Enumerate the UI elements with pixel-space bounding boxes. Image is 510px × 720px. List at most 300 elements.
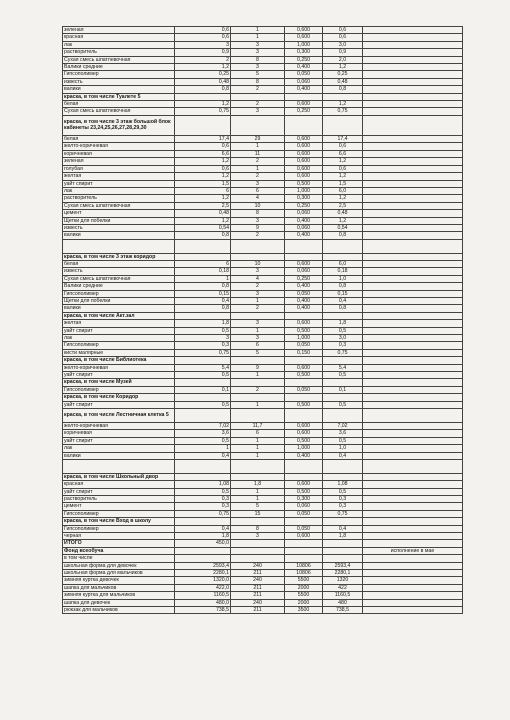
total-cell: 1,2 bbox=[323, 158, 363, 165]
amount-cell: 0,6 bbox=[175, 27, 231, 34]
total-cell: 0,6 bbox=[323, 165, 363, 172]
price-cell: 0,400 bbox=[285, 297, 323, 304]
quantity-cell: 8 bbox=[231, 210, 285, 217]
total-cell: 0,3 bbox=[323, 503, 363, 510]
price-cell: 0,600 bbox=[285, 532, 323, 539]
note-cell bbox=[363, 115, 463, 135]
total-cell: 738,5 bbox=[323, 607, 363, 614]
note-cell bbox=[363, 49, 463, 56]
item-name-cell: красная bbox=[63, 34, 175, 41]
quantity-cell: 3 bbox=[231, 41, 285, 48]
item-name-cell: Валики средние bbox=[63, 64, 175, 71]
quantity-cell: 2 bbox=[231, 232, 285, 239]
amount-cell bbox=[175, 547, 231, 554]
item-name-cell: Валики средние bbox=[63, 283, 175, 290]
total-cell: 1,0 bbox=[323, 445, 363, 452]
amount-cell: 0,6 bbox=[175, 34, 231, 41]
item-name-cell: цемент bbox=[63, 210, 175, 217]
total-cell bbox=[323, 115, 363, 135]
quantity-cell: 10 bbox=[231, 260, 285, 267]
quantity-cell bbox=[231, 394, 285, 401]
note-cell bbox=[363, 187, 463, 194]
note-cell bbox=[363, 540, 463, 547]
price-cell bbox=[285, 555, 323, 562]
total-cell: 0,25 bbox=[323, 71, 363, 78]
amount-cell: 422,0 bbox=[175, 584, 231, 591]
table-row bbox=[63, 488, 463, 495]
table-row bbox=[63, 525, 463, 532]
price-cell: 0,500 bbox=[285, 437, 323, 444]
note-cell bbox=[363, 64, 463, 71]
note-cell bbox=[363, 372, 463, 379]
table-row bbox=[63, 86, 463, 93]
note-cell bbox=[363, 202, 463, 209]
price-cell: 0,050 bbox=[285, 290, 323, 297]
total-cell: 1,5 bbox=[323, 180, 363, 187]
note-cell bbox=[363, 401, 463, 408]
price-cell: 0,500 bbox=[285, 401, 323, 408]
item-name-cell: коричневая bbox=[63, 430, 175, 437]
item-name-cell: желто-коричневая bbox=[63, 422, 175, 429]
quantity-cell: 3 bbox=[231, 335, 285, 342]
price-cell: 0,050 bbox=[285, 386, 323, 393]
note-cell bbox=[363, 71, 463, 78]
item-name-cell: белая bbox=[63, 260, 175, 267]
table-row bbox=[63, 349, 463, 356]
item-name-cell: краска, в том числе Школьный двор bbox=[63, 473, 175, 480]
amount-cell: 0,15 bbox=[175, 290, 231, 297]
note-cell bbox=[363, 422, 463, 429]
note-cell bbox=[363, 210, 463, 217]
note-cell bbox=[363, 518, 463, 525]
amount-cell: 0,4 bbox=[175, 525, 231, 532]
quantity-cell: 1 bbox=[231, 445, 285, 452]
amount-cell bbox=[175, 518, 231, 525]
price-cell: 0,400 bbox=[285, 305, 323, 312]
table-row bbox=[63, 518, 463, 525]
quantity-cell: 1 bbox=[231, 437, 285, 444]
note-cell bbox=[363, 86, 463, 93]
total-cell: 1,2 bbox=[323, 217, 363, 224]
quantity-cell: 5 bbox=[231, 349, 285, 356]
amount-cell: 0,8 bbox=[175, 283, 231, 290]
table-row bbox=[63, 173, 463, 180]
table-row bbox=[63, 386, 463, 393]
total-cell: 0,3 bbox=[323, 495, 363, 502]
quantity-cell: 4 bbox=[231, 275, 285, 282]
item-name-cell: желто-коричневая bbox=[63, 364, 175, 371]
amount-cell: 1,8 bbox=[175, 532, 231, 539]
table-row bbox=[63, 357, 463, 364]
note-cell bbox=[363, 481, 463, 488]
note-cell bbox=[363, 158, 463, 165]
quantity-cell: 29 bbox=[231, 136, 285, 143]
table-row bbox=[63, 93, 463, 100]
quantity-cell: 3 bbox=[231, 532, 285, 539]
item-name-cell: рюкзак для мальчиков bbox=[63, 607, 175, 614]
price-cell: 0,060 bbox=[285, 210, 323, 217]
total-cell: 0,15 bbox=[323, 290, 363, 297]
price-cell: 1,000 bbox=[285, 445, 323, 452]
quantity-cell bbox=[231, 459, 285, 473]
note-cell bbox=[363, 275, 463, 282]
amount-cell bbox=[175, 239, 231, 253]
item-name-cell: краска, в том числе 3 этаж коридор bbox=[63, 253, 175, 260]
item-name-cell: краска, в том числе Музей bbox=[63, 379, 175, 386]
table-row bbox=[63, 210, 463, 217]
price-cell: 0,600 bbox=[285, 260, 323, 267]
quantity-cell: 1,8 bbox=[231, 481, 285, 488]
table-row bbox=[63, 562, 463, 569]
note-cell bbox=[363, 394, 463, 401]
table-row bbox=[63, 143, 463, 150]
amount-cell: 7,02 bbox=[175, 422, 231, 429]
table-row bbox=[63, 136, 463, 143]
total-cell: 1,2 bbox=[323, 64, 363, 71]
amount-cell: 1,2 bbox=[175, 195, 231, 202]
quantity-cell: 6 bbox=[231, 430, 285, 437]
item-name-cell: краска, в том числе Акт.зал bbox=[63, 312, 175, 319]
table-row bbox=[63, 409, 463, 423]
note-cell bbox=[363, 93, 463, 100]
note-cell bbox=[363, 173, 463, 180]
total-cell: 0,5 bbox=[323, 488, 363, 495]
quantity-cell: 1 bbox=[231, 488, 285, 495]
item-name-cell: красная bbox=[63, 481, 175, 488]
amount-cell: 1,08 bbox=[175, 481, 231, 488]
quantity-cell: 3 bbox=[231, 268, 285, 275]
item-name-cell: Фонд всеобуча bbox=[63, 547, 175, 554]
total-cell: 422 bbox=[323, 584, 363, 591]
note-cell bbox=[363, 386, 463, 393]
note-cell bbox=[363, 473, 463, 480]
note-cell bbox=[363, 532, 463, 539]
note-cell bbox=[363, 409, 463, 423]
amount-cell: 1,2 bbox=[175, 64, 231, 71]
item-name-cell: краска, в том числе Лестничная клетка 5 bbox=[63, 409, 175, 423]
table-row bbox=[63, 379, 463, 386]
item-name-cell: Сухая смесь шпатлевочная bbox=[63, 108, 175, 115]
quantity-cell: 211 bbox=[231, 569, 285, 576]
note-cell bbox=[363, 525, 463, 532]
note-cell bbox=[363, 27, 463, 34]
quantity-cell: 5 bbox=[231, 71, 285, 78]
price-cell: 0,250 bbox=[285, 202, 323, 209]
amount-cell bbox=[175, 473, 231, 480]
total-cell bbox=[323, 518, 363, 525]
price-cell: 0,400 bbox=[285, 452, 323, 459]
price-cell: 0,600 bbox=[285, 173, 323, 180]
total-cell: 7,02 bbox=[323, 422, 363, 429]
total-cell: 0,18 bbox=[323, 268, 363, 275]
note-cell bbox=[363, 232, 463, 239]
amount-cell: 1320,0 bbox=[175, 577, 231, 584]
note-cell bbox=[363, 41, 463, 48]
price-cell: 0,400 bbox=[285, 232, 323, 239]
quantity-cell bbox=[231, 253, 285, 260]
price-cell: 3500 bbox=[285, 607, 323, 614]
amount-cell bbox=[175, 394, 231, 401]
amount-cell: 6,6 bbox=[175, 150, 231, 157]
item-name-cell: известь bbox=[63, 224, 175, 231]
item-name-cell: Гипсополимер bbox=[63, 342, 175, 349]
table-row bbox=[63, 297, 463, 304]
total-cell: 0,3 bbox=[323, 342, 363, 349]
table-row bbox=[63, 584, 463, 591]
item-name-cell: зимняя куртка для мальчиков bbox=[63, 592, 175, 599]
price-cell: 0,300 bbox=[285, 195, 323, 202]
amount-cell: 0,1 bbox=[175, 386, 231, 393]
table-row bbox=[63, 437, 463, 444]
price-cell: 0,600 bbox=[285, 158, 323, 165]
total-cell: 1,08 bbox=[323, 481, 363, 488]
item-name-cell: белая bbox=[63, 101, 175, 108]
price-cell: 0,600 bbox=[285, 430, 323, 437]
total-cell: 0,4 bbox=[323, 525, 363, 532]
table-row bbox=[63, 503, 463, 510]
item-name-cell: валики bbox=[63, 305, 175, 312]
amount-cell: 0,8 bbox=[175, 86, 231, 93]
table-row bbox=[63, 510, 463, 517]
total-cell bbox=[323, 312, 363, 319]
total-cell bbox=[323, 394, 363, 401]
price-cell: 0,060 bbox=[285, 503, 323, 510]
price-cell: 0,050 bbox=[285, 71, 323, 78]
note-cell bbox=[363, 312, 463, 319]
price-cell: 0,400 bbox=[285, 283, 323, 290]
quantity-cell: 2 bbox=[231, 305, 285, 312]
amount-cell: 450,0 bbox=[175, 540, 231, 547]
amount-cell bbox=[175, 459, 231, 473]
total-cell: 1,2 bbox=[323, 173, 363, 180]
price-cell bbox=[285, 409, 323, 423]
price-cell: 2000 bbox=[285, 584, 323, 591]
table-row bbox=[63, 253, 463, 260]
item-name-cell: известь bbox=[63, 78, 175, 85]
price-cell: 0,250 bbox=[285, 108, 323, 115]
item-name-cell bbox=[63, 459, 175, 473]
quantity-cell: 8 bbox=[231, 525, 285, 532]
price-cell: 0,500 bbox=[285, 372, 323, 379]
item-name-cell: валики bbox=[63, 86, 175, 93]
note-cell bbox=[363, 555, 463, 562]
table-row bbox=[63, 577, 463, 584]
total-cell: 0,4 bbox=[323, 297, 363, 304]
item-name-cell: шапка для девочек bbox=[63, 599, 175, 606]
note-cell bbox=[363, 217, 463, 224]
quantity-cell: 3 bbox=[231, 320, 285, 327]
total-cell bbox=[323, 239, 363, 253]
table-row bbox=[63, 268, 463, 275]
total-cell: 1,0 bbox=[323, 275, 363, 282]
total-cell bbox=[323, 555, 363, 562]
table-row bbox=[63, 555, 463, 562]
item-name-cell: Гипсополимер bbox=[63, 386, 175, 393]
total-cell: 1,8 bbox=[323, 320, 363, 327]
quantity-cell: 1 bbox=[231, 372, 285, 379]
note-cell bbox=[363, 78, 463, 85]
price-cell: 1,000 bbox=[285, 41, 323, 48]
amount-cell: 17,4 bbox=[175, 136, 231, 143]
note-cell bbox=[363, 503, 463, 510]
quantity-cell: 2 bbox=[231, 101, 285, 108]
total-cell: 0,75 bbox=[323, 349, 363, 356]
amount-cell: 0,3 bbox=[175, 495, 231, 502]
item-name-cell: уайт спирит bbox=[63, 327, 175, 334]
item-name-cell: голубая bbox=[63, 165, 175, 172]
note-cell bbox=[363, 327, 463, 334]
amount-cell bbox=[175, 312, 231, 319]
amount-cell: 0,48 bbox=[175, 78, 231, 85]
amount-cell: 0,3 bbox=[175, 342, 231, 349]
note-cell bbox=[363, 297, 463, 304]
amount-cell bbox=[175, 93, 231, 100]
amount-cell: 1 bbox=[175, 275, 231, 282]
note-cell bbox=[363, 592, 463, 599]
note-cell bbox=[363, 283, 463, 290]
total-cell: 2280,1 bbox=[323, 569, 363, 576]
quantity-cell bbox=[231, 312, 285, 319]
quantity-cell: 2 bbox=[231, 283, 285, 290]
table-row bbox=[63, 49, 463, 56]
amount-cell: 6 bbox=[175, 260, 231, 267]
note-cell bbox=[363, 510, 463, 517]
table-row bbox=[63, 312, 463, 319]
total-cell: 1,8 bbox=[323, 532, 363, 539]
table-row bbox=[63, 473, 463, 480]
quantity-cell: 9 bbox=[231, 364, 285, 371]
table-row bbox=[63, 180, 463, 187]
table-row bbox=[63, 401, 463, 408]
item-name-cell: Гипсополимер bbox=[63, 510, 175, 517]
total-cell bbox=[323, 409, 363, 423]
item-name-cell: уайт спирит bbox=[63, 180, 175, 187]
price-cell: 1,000 bbox=[285, 335, 323, 342]
total-cell: 480 bbox=[323, 599, 363, 606]
amount-cell: 0,25 bbox=[175, 71, 231, 78]
total-cell: 6,0 bbox=[323, 187, 363, 194]
quantity-cell: 3 bbox=[231, 108, 285, 115]
amount-cell: 3 bbox=[175, 335, 231, 342]
total-cell bbox=[323, 547, 363, 554]
price-cell bbox=[285, 253, 323, 260]
item-name-cell: желто-коричневая bbox=[63, 143, 175, 150]
item-name-cell: цемент bbox=[63, 503, 175, 510]
total-cell: 0,6 bbox=[323, 27, 363, 34]
amount-cell: 0,5 bbox=[175, 488, 231, 495]
quantity-cell bbox=[231, 93, 285, 100]
quantity-cell: 3 bbox=[231, 64, 285, 71]
amount-cell: 2,5 bbox=[175, 202, 231, 209]
total-cell: 0,75 bbox=[323, 510, 363, 517]
table-row bbox=[63, 260, 463, 267]
item-name-cell: лак bbox=[63, 187, 175, 194]
quantity-cell: 6 bbox=[231, 187, 285, 194]
price-cell: 0,600 bbox=[285, 165, 323, 172]
total-cell: 0,5 bbox=[323, 437, 363, 444]
total-cell: 0,9 bbox=[323, 49, 363, 56]
total-cell: 0,5 bbox=[323, 401, 363, 408]
item-name-cell: Гипсополимер bbox=[63, 71, 175, 78]
note-cell bbox=[363, 180, 463, 187]
note-cell bbox=[363, 305, 463, 312]
price-cell: 10806 bbox=[285, 562, 323, 569]
table-row bbox=[63, 569, 463, 576]
item-name-cell: Щетки для побелки bbox=[63, 217, 175, 224]
quantity-cell: 1 bbox=[231, 297, 285, 304]
price-cell: 0,150 bbox=[285, 349, 323, 356]
table-row bbox=[63, 239, 463, 253]
table-row bbox=[63, 445, 463, 452]
table-row bbox=[63, 592, 463, 599]
quantity-cell: 240 bbox=[231, 577, 285, 584]
total-cell: 0,48 bbox=[323, 78, 363, 85]
amount-cell: 0,4 bbox=[175, 452, 231, 459]
total-cell: 0,8 bbox=[323, 283, 363, 290]
amount-cell: 3 bbox=[175, 41, 231, 48]
item-name-cell: лак bbox=[63, 445, 175, 452]
item-name-cell: коричневая bbox=[63, 150, 175, 157]
item-name-cell: школьная форма для мальчиков bbox=[63, 569, 175, 576]
price-cell bbox=[285, 115, 323, 135]
quantity-cell bbox=[231, 547, 285, 554]
amount-cell: 1,2 bbox=[175, 101, 231, 108]
note-cell bbox=[363, 101, 463, 108]
price-cell bbox=[285, 540, 323, 547]
item-name-cell: валики bbox=[63, 452, 175, 459]
amount-cell: 0,75 bbox=[175, 510, 231, 517]
amount-cell: 0,18 bbox=[175, 268, 231, 275]
price-cell bbox=[285, 357, 323, 364]
amount-cell: 0,3 bbox=[175, 503, 231, 510]
amount-cell: 3,6 bbox=[175, 430, 231, 437]
quantity-cell: 8 bbox=[231, 78, 285, 85]
note-cell bbox=[363, 349, 463, 356]
total-cell: 0,48 bbox=[323, 210, 363, 217]
total-cell bbox=[323, 459, 363, 473]
price-cell: 0,500 bbox=[285, 488, 323, 495]
note-cell bbox=[363, 357, 463, 364]
total-cell: 0,75 bbox=[323, 108, 363, 115]
quantity-cell: 10 bbox=[231, 202, 285, 209]
table-row bbox=[63, 187, 463, 194]
amount-cell: 0,6 bbox=[175, 143, 231, 150]
quantity-cell: 8 bbox=[231, 56, 285, 63]
total-cell: 0,8 bbox=[323, 305, 363, 312]
item-name-cell: уайт спирит bbox=[63, 372, 175, 379]
total-cell: 2593,4 bbox=[323, 562, 363, 569]
table-row bbox=[63, 34, 463, 41]
item-name-cell: желтая bbox=[63, 173, 175, 180]
table-row bbox=[63, 115, 463, 135]
price-cell: 0,500 bbox=[285, 180, 323, 187]
item-name-cell: валики bbox=[63, 232, 175, 239]
table-row bbox=[63, 195, 463, 202]
item-name-cell: белая bbox=[63, 136, 175, 143]
amount-cell: 0,9 bbox=[175, 49, 231, 56]
table-row bbox=[63, 372, 463, 379]
item-name-cell: ИТОГО bbox=[63, 540, 175, 547]
item-name-cell: Гипсополимер bbox=[63, 525, 175, 532]
item-name-cell: Гипсополимер bbox=[63, 290, 175, 297]
amount-cell: 738,5 bbox=[175, 607, 231, 614]
note-cell bbox=[363, 364, 463, 371]
note-cell bbox=[363, 430, 463, 437]
price-cell bbox=[285, 459, 323, 473]
amount-cell: 1,5 bbox=[175, 180, 231, 187]
quantity-cell: 1 bbox=[231, 452, 285, 459]
table-row bbox=[63, 481, 463, 488]
